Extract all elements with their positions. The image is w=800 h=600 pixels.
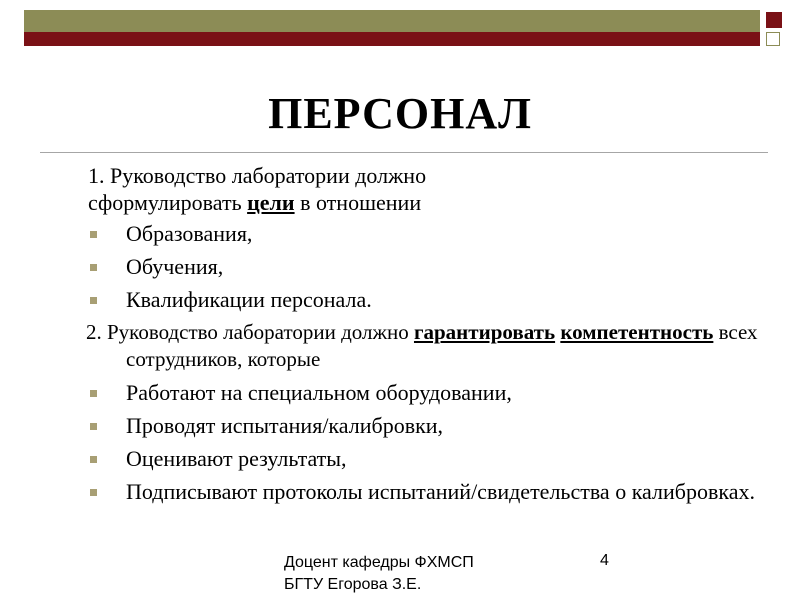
paragraph-2	[86, 319, 758, 373]
list-item	[88, 220, 758, 247]
square-bullet-icon	[90, 390, 97, 397]
list-item	[88, 253, 758, 280]
slide-title: ПЕРСОНАЛ	[268, 89, 532, 138]
list-item	[88, 412, 758, 439]
bullet-list-2	[88, 379, 758, 505]
list-item-text: Обучения,	[126, 254, 224, 279]
footer-author	[284, 552, 544, 596]
emphasis-guarantee: гарантировать	[413, 320, 556, 344]
header-banner-olive	[24, 10, 760, 32]
paragraph-1-text-before: сформулировать	[88, 190, 248, 215]
list-item	[88, 286, 758, 313]
list-item-text: Проводят испытания/калибровки,	[126, 413, 444, 438]
square-bullet-icon	[90, 297, 97, 304]
title-divider	[40, 152, 768, 154]
bullet-list-1	[88, 220, 758, 313]
list-item	[88, 478, 758, 505]
corner-square-outline	[766, 32, 780, 46]
square-bullet-icon	[90, 489, 97, 496]
slide-content	[88, 162, 758, 511]
square-bullet-icon	[90, 423, 97, 430]
list-item	[88, 379, 758, 406]
square-bullet-icon	[90, 456, 97, 463]
square-bullet-icon	[90, 231, 97, 238]
square-bullet-icon	[90, 264, 97, 271]
list-item-text: Образования,	[126, 221, 253, 246]
paragraph-1	[88, 162, 758, 216]
page-number: 4	[600, 552, 609, 569]
footer-author-line-1: Доцент кафедры ФХМСП	[284, 554, 474, 571]
list-item-text: Подписывают протоколы испытаний/свидетельства о калибровках.	[126, 479, 755, 504]
paragraph-2-text-before: 2. Руководство лаборатории должно	[86, 320, 414, 344]
header-banner-red	[24, 32, 760, 46]
list-item	[88, 445, 758, 472]
emphasis-goals: цели	[247, 190, 295, 215]
paragraph-2-text-after: всех сотрудников, которые	[126, 320, 758, 371]
paragraph-1-text-after: в отношении	[294, 190, 422, 215]
list-item-text: Квалификации персонала.	[126, 287, 372, 312]
paragraph-1-line-1: 1. Руководство лаборатории должно	[88, 163, 427, 188]
list-item-text: Работают на специальном оборудовании,	[126, 380, 512, 405]
footer-author-line-2: БГТУ Егорова З.Е.	[284, 576, 422, 593]
emphasis-competence: компетентность	[560, 320, 714, 344]
list-item-text: Оценивают результаты,	[126, 446, 347, 471]
corner-square-filled	[766, 12, 782, 28]
